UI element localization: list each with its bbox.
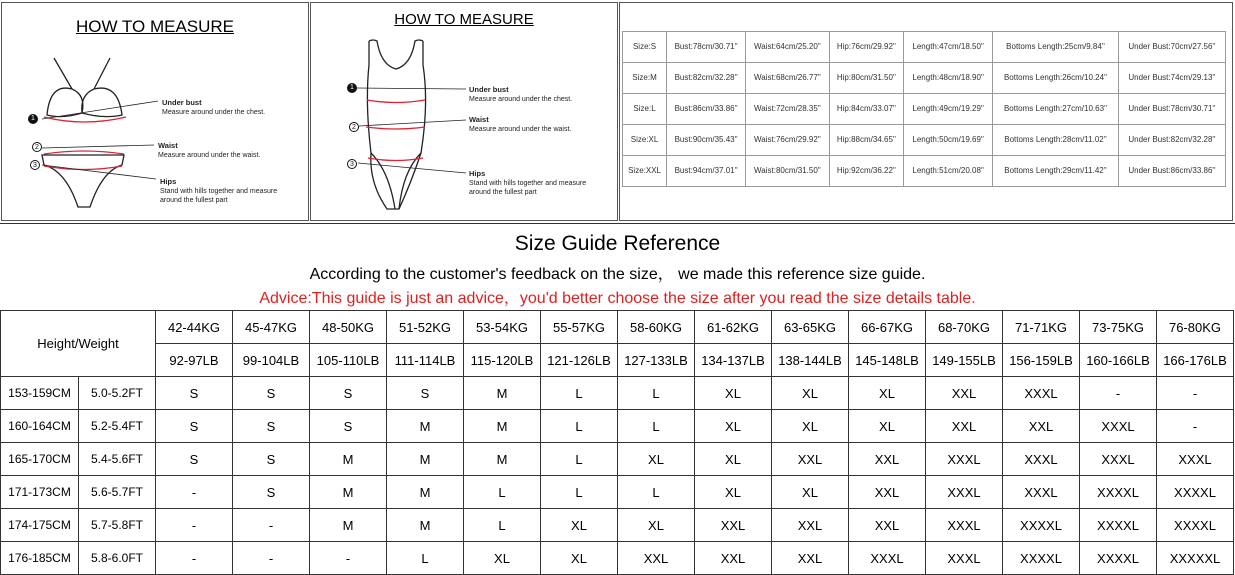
size-details-cell: Length:47cm/18.50'' [904, 32, 993, 63]
size-cell: L [541, 476, 618, 509]
size-cell: M [464, 410, 541, 443]
size-cell: - [310, 542, 387, 575]
size-cell: XL [541, 509, 618, 542]
size-cell: S [233, 410, 310, 443]
size-details-row [623, 63, 1226, 94]
weight-kg-header: 51-52KG [387, 311, 464, 344]
size-cell: - [1157, 410, 1234, 443]
weight-kg-header: 73-75KG [1080, 311, 1157, 344]
size-cell: M [310, 476, 387, 509]
size-details-cell: Size:XXL [623, 156, 667, 187]
weight-kg-header: 48-50KG [310, 311, 387, 344]
size-details-cell: Hip:76cm/29.92'' [829, 32, 904, 63]
size-cell: XXXL [1003, 476, 1080, 509]
size-cell: XXL [849, 509, 926, 542]
size-cell: XXXL [926, 476, 1003, 509]
size-guide-table [0, 310, 1234, 575]
size-cell: S [310, 410, 387, 443]
size-guide-section [0, 223, 1235, 575]
measure-desc: Measure around under the chest. [162, 109, 266, 116]
size-details-cell: Size:M [623, 63, 667, 94]
weight-kg-header: 53-54KG [464, 311, 541, 344]
weight-lb-header-row [1, 344, 1234, 377]
measure-panel-onepiece [310, 2, 618, 221]
size-cell: M [387, 509, 464, 542]
weight-lb-header: 134-137LB [695, 344, 772, 377]
size-cell: XL [695, 410, 772, 443]
weight-lb-header: 92-97LB [156, 344, 233, 377]
size-details-cell: Bust:86cm/33.86'' [667, 94, 746, 125]
weight-kg-header: 61-62KG [695, 311, 772, 344]
size-details-row [623, 125, 1226, 156]
size-cell: M [464, 377, 541, 410]
measure-panel-bikini [1, 2, 309, 221]
size-cell: XXXXL [1003, 542, 1080, 575]
size-details-table [622, 31, 1226, 187]
weight-kg-header: 58-60KG [618, 311, 695, 344]
size-details-cell: Bottoms Length:27cm/10.63'' [993, 94, 1119, 125]
size-cell: L [618, 476, 695, 509]
size-cell: XXL [618, 542, 695, 575]
step-number-badge: 1 [347, 83, 357, 93]
weight-kg-header: 45-47KG [233, 311, 310, 344]
height-cm-cell: 176-185CM [1, 542, 79, 575]
weight-lb-header: 121-126LB [541, 344, 618, 377]
size-cell: XL [772, 410, 849, 443]
size-details-cell: Length:51cm/20.08'' [904, 156, 993, 187]
size-cell: XXXXL [1157, 509, 1234, 542]
weight-lb-header: 127-133LB [618, 344, 695, 377]
size-details-cell: Bottoms Length:29cm/11.42'' [993, 156, 1119, 187]
size-details-cell: Size:L [623, 94, 667, 125]
size-cell: XXL [695, 542, 772, 575]
size-cell: M [387, 410, 464, 443]
step-number-badge: 3 [347, 159, 357, 169]
size-cell: XXXXXL [1157, 542, 1234, 575]
size-cell: XL [695, 377, 772, 410]
size-cell: XL [695, 443, 772, 476]
height-cm-cell: 160-164CM [1, 410, 79, 443]
height-weight-header: Height/Weight [1, 311, 156, 377]
weight-lb-header: 160-166LB [1080, 344, 1157, 377]
weight-kg-header: 55-57KG [541, 311, 618, 344]
weight-lb-header: 105-110LB [310, 344, 387, 377]
size-cell: XXXL [926, 542, 1003, 575]
size-cell: XXL [849, 443, 926, 476]
table-row [1, 377, 1234, 410]
height-ft-cell: 5.8-6.0FT [79, 542, 156, 575]
measure-desc: Stand with hills together and measure around the fullest part [160, 188, 278, 204]
weight-lb-header: 145-148LB [849, 344, 926, 377]
size-details-row [623, 94, 1226, 125]
size-details-cell: Length:49cm/19.29'' [904, 94, 993, 125]
size-details-cell: Hip:92cm/36.22'' [829, 156, 904, 187]
size-cell: M [387, 476, 464, 509]
size-details-cell: Under Bust:74cm/29.13'' [1118, 63, 1225, 94]
size-cell: M [464, 443, 541, 476]
weight-kg-header: 66-67KG [849, 311, 926, 344]
size-details-cell: Under Bust:82cm/32.28'' [1118, 125, 1225, 156]
size-cell: XL [464, 542, 541, 575]
size-cell: XXXL [926, 509, 1003, 542]
size-details-cell: Bust:82cm/32.28'' [667, 63, 746, 94]
weight-kg-header: 68-70KG [926, 311, 1003, 344]
size-cell: XXL [849, 476, 926, 509]
weight-kg-header-row [1, 311, 1234, 344]
size-cell: L [618, 377, 695, 410]
size-cell: M [310, 509, 387, 542]
size-cell: XXXXL [1003, 509, 1080, 542]
measure-label-hips [469, 169, 609, 197]
size-details-cell: Hip:88cm/34.65'' [829, 125, 904, 156]
size-details-cell: Waist:64cm/25.20'' [746, 32, 829, 63]
size-cell: XL [772, 476, 849, 509]
size-cell: XXL [772, 542, 849, 575]
size-cell: S [156, 443, 233, 476]
size-cell: XXL [1003, 410, 1080, 443]
table-row [1, 542, 1234, 575]
size-cell: XXXXL [1080, 509, 1157, 542]
height-ft-cell: 5.6-5.7FT [79, 476, 156, 509]
size-details-cell: Waist:76cm/29.92'' [746, 125, 829, 156]
size-details-cell: Size:XL [623, 125, 667, 156]
size-cell: S [310, 377, 387, 410]
weight-lb-header: 149-155LB [926, 344, 1003, 377]
size-cell: XXXL [1080, 443, 1157, 476]
height-cm-cell: 153-159CM [1, 377, 79, 410]
measure-desc: Stand with hills together and measure around the fullest part [469, 180, 587, 196]
size-guide-advice: Advice:This guide is just an advice，you'd better choose the size after you read the size details table. [259, 290, 976, 307]
size-cell: S [156, 410, 233, 443]
size-cell: XXXL [1003, 377, 1080, 410]
size-details-cell: Waist:72cm/28.35'' [746, 94, 829, 125]
size-details-cell: Bust:94cm/37.01'' [667, 156, 746, 187]
measure-section [0, 0, 1235, 223]
weight-lb-header: 111-114LB [387, 344, 464, 377]
size-cell: L [541, 443, 618, 476]
step-number-badge: 2 [32, 142, 42, 152]
weight-kg-header: 76-80KG [1157, 311, 1234, 344]
weight-lb-header: 138-144LB [772, 344, 849, 377]
size-details-cell: Bust:90cm/35.43'' [667, 125, 746, 156]
height-ft-cell: 5.0-5.2FT [79, 377, 156, 410]
size-cell: XL [695, 476, 772, 509]
size-cell: XXXL [1003, 443, 1080, 476]
size-cell: XXXXL [1080, 476, 1157, 509]
measure-name: Waist [158, 141, 178, 150]
measure-desc: Measure around under the waist. [469, 126, 572, 133]
height-cm-cell: 171-173CM [1, 476, 79, 509]
weight-kg-header: 71-71KG [1003, 311, 1080, 344]
size-cell: - [156, 509, 233, 542]
weight-lb-header: 99-104LB [233, 344, 310, 377]
size-cell: - [1080, 377, 1157, 410]
size-details-row [623, 156, 1226, 187]
step-number-badge: 2 [349, 122, 359, 132]
size-cell: XL [618, 509, 695, 542]
size-details-cell: Hip:80cm/31.50'' [829, 63, 904, 94]
size-cell: L [464, 476, 541, 509]
size-cell: XXXL [1080, 410, 1157, 443]
size-cell: XXXL [849, 542, 926, 575]
size-details-cell: Hip:84cm/33.07'' [829, 94, 904, 125]
size-details-panel [619, 2, 1233, 221]
measure-label-waist [469, 115, 609, 134]
size-cell: S [156, 377, 233, 410]
size-cell: XL [772, 377, 849, 410]
size-guide-title: Size Guide Reference [514, 232, 721, 255]
size-details-cell: Under Bust:86cm/33.86'' [1118, 156, 1225, 187]
size-cell: S [233, 476, 310, 509]
size-details-cell: Under Bust:78cm/30.71'' [1118, 94, 1225, 125]
size-cell: M [387, 443, 464, 476]
size-cell: L [387, 542, 464, 575]
table-row [1, 509, 1234, 542]
measure-name: Under bust [162, 98, 202, 107]
measure-title: HOW TO MEASURE [75, 17, 235, 36]
measure-name: Hips [469, 169, 486, 178]
step-number-badge: 3 [30, 160, 40, 170]
measure-name: Under bust [469, 85, 509, 94]
height-cm-cell: 165-170CM [1, 443, 79, 476]
size-cell: L [541, 377, 618, 410]
height-ft-cell: 5.7-5.8FT [79, 509, 156, 542]
size-cell: XXL [695, 509, 772, 542]
weight-lb-header: 115-120LB [464, 344, 541, 377]
measure-label-hips [160, 177, 300, 205]
height-cm-cell: 174-175CM [1, 509, 79, 542]
size-details-cell: Bottoms Length:26cm/10.24'' [993, 63, 1119, 94]
size-cell: XL [541, 542, 618, 575]
size-cell: XXXL [1157, 443, 1234, 476]
size-cell: L [541, 410, 618, 443]
size-cell: XL [849, 377, 926, 410]
size-cell: XXL [772, 443, 849, 476]
size-details-cell: Bust:78cm/30.71'' [667, 32, 746, 63]
size-details-cell: Waist:68cm/26.77'' [746, 63, 829, 94]
size-cell: S [233, 377, 310, 410]
measure-name: Waist [469, 115, 489, 124]
weight-kg-header: 63-65KG [772, 311, 849, 344]
size-details-cell: Waist:80cm/31.50'' [746, 156, 829, 187]
size-details-cell: Bottoms Length:28cm/11.02'' [993, 125, 1119, 156]
size-details-cell: Under Bust:70cm/27.56'' [1118, 32, 1225, 63]
size-details-cell: Length:48cm/18.90'' [904, 63, 993, 94]
height-ft-cell: 5.4-5.6FT [79, 443, 156, 476]
measure-label-underbust [162, 98, 302, 117]
size-cell: - [156, 476, 233, 509]
size-guide-subtitle: According to the customer's feedback on the size， we made this reference size guide. [309, 266, 926, 283]
measure-desc: Measure around under the chest. [469, 96, 573, 103]
measure-desc: Measure around under the waist. [158, 152, 261, 159]
size-cell: M [310, 443, 387, 476]
size-cell: XL [618, 443, 695, 476]
step-number-badge: 1 [28, 114, 38, 124]
size-cell: XXL [926, 377, 1003, 410]
size-cell: - [1157, 377, 1234, 410]
size-details-cell: Size:S [623, 32, 667, 63]
height-ft-cell: 5.2-5.4FT [79, 410, 156, 443]
size-cell: XXXXL [1080, 542, 1157, 575]
weight-kg-header: 42-44KG [156, 311, 233, 344]
weight-lb-header: 156-159LB [1003, 344, 1080, 377]
size-cell: S [387, 377, 464, 410]
size-cell: L [464, 509, 541, 542]
size-cell: XXL [772, 509, 849, 542]
measure-label-underbust [469, 85, 609, 104]
measure-label-waist [158, 141, 298, 160]
size-cell: XXXXL [1157, 476, 1234, 509]
size-details-cell: Bottoms Length:25cm/9.84'' [993, 32, 1119, 63]
size-details-cell: Length:50cm/19.69'' [904, 125, 993, 156]
size-cell: XXXL [926, 443, 1003, 476]
size-cell: - [156, 542, 233, 575]
size-cell: XL [849, 410, 926, 443]
size-cell: XXL [926, 410, 1003, 443]
table-row [1, 476, 1234, 509]
size-cell: - [233, 542, 310, 575]
size-cell: L [618, 410, 695, 443]
measure-title: HOW TO MEASURE [394, 11, 534, 28]
table-row [1, 443, 1234, 476]
size-cell: S [233, 443, 310, 476]
size-details-row [623, 32, 1226, 63]
table-row [1, 410, 1234, 443]
size-cell: - [233, 509, 310, 542]
weight-lb-header: 166-176LB [1157, 344, 1234, 377]
measure-name: Hips [160, 177, 177, 186]
